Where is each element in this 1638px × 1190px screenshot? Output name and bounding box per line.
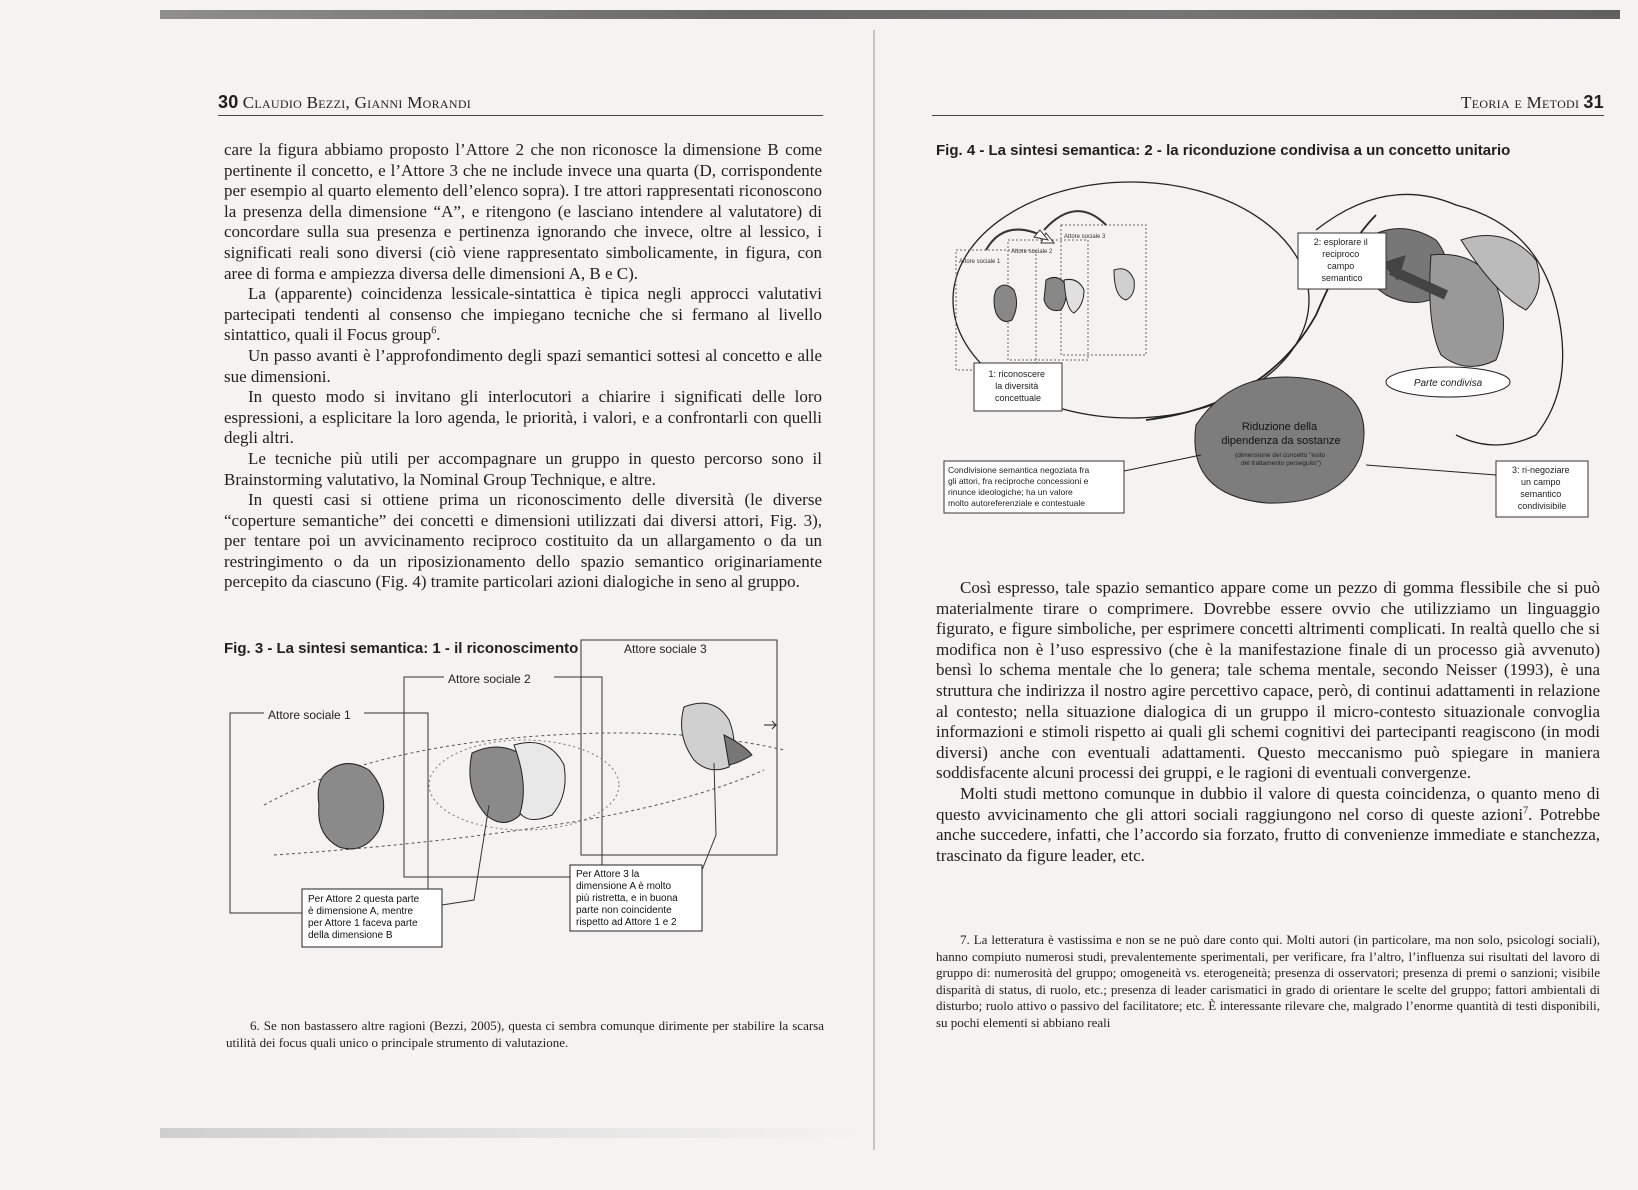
paragraph: In questi casi si ottiene prima un riconoscimento delle diversità (le diverse “coperture semantiche” dei concetti e dimensioni utilizzati dai diversi attori, Fig. 3), per tentare poi un avvicinamento reciproco costituito da un allargamento o da un restringimento o da un riposizionamento dello spazio semantico originariamente percepito da ciascuno (Fig. 4) tramite particolari azioni dialogiche in seno al gruppo.: [224, 490, 822, 592]
footnote-ref-6[interactable]: 6: [431, 325, 437, 337]
dimension-shape-actor3-d: [724, 735, 752, 765]
reduction-sublabel: (dimensione del concetto "esito del trattamento perseguito"): [1235, 452, 1326, 467]
footnote-text: 6. Se non bastassero altre ragioni (Bezzi, 2005), questa ci sembra comunque dirimente per stabilire la scarsa utilità dei focus quali unico o principale strumento di valutazione.: [226, 1018, 824, 1050]
mini-actor1-label: Attore sociale 1: [959, 259, 1001, 265]
negotiation-pointer: [1124, 455, 1201, 471]
paragraph: In questo modo si invitano gli interlocutori a chiarire i significati delle loro espressioni, a esplicitare la loro agenda, le priorità, i valori, e a confrontarli con quelli degli altri.: [224, 387, 822, 448]
figure-4-caption: Fig. 4 - La sintesi semantica: 2 - la riconduzione condivisa a un concetto unitario: [936, 142, 1511, 159]
actor2-label: Attore sociale 2: [448, 672, 531, 686]
step1-text: 1: riconoscere la diversità concettuale: [988, 369, 1046, 403]
dimension-shape-actor1: [318, 764, 384, 849]
dimension-shape-actor2-a: [470, 747, 525, 823]
mini-actor3-label: Attore sociale 3: [1064, 234, 1106, 240]
footnote-6: [226, 1018, 824, 1051]
paragraph-text: La (apparente) coincidenza lessicale-sintattica è tipica negli approcci valutativi partecipati tendenti al consenso che impiegano tecniche che si fermano al livello sintattico, quali il Focus group: [224, 284, 822, 345]
mini-actor2-label: Attore sociale 2: [1011, 249, 1053, 255]
note-actor2-text: Per Attore 2 questa parte è dimensione A, mentre per Attore 1 faceva parte della dimensione B: [308, 894, 420, 941]
curved-arrow: [1044, 211, 1106, 230]
figure-4-diagram: [936, 185, 1600, 545]
running-head-left: [218, 92, 823, 116]
step3-text: 3: ri-negoziare un campo semantico condivisibile: [1511, 465, 1570, 511]
right-page: [876, 0, 1638, 1190]
note-pointer: [702, 763, 716, 870]
page-number-left: 30: [218, 92, 239, 112]
figure-3-caption: Fig. 3 - La sintesi semantica: 1 - il riconoscimento: [224, 640, 579, 657]
note-pointer: [442, 805, 489, 905]
running-head-right: [932, 92, 1604, 116]
paragraph: care la figura abbiamo proposto l’Attore 2 che non riconosce la dimensione B come pertinente il concetto, e l’Attore 3 che ne include invece una quarta (D, corrispondente per esempio al quarto elemento dell’elenco sopra). I tre attori rappresentati riconoscono la presenza della dimensione “A”, e ritengono (e lasciano intendere al valutatore) di concordare sulla sua presenza e pertinenza ignorando che invece, oltre al lessico, i significati reali sono diversi (ciò viene rappresentato simbolicamente, in figura, con aree di forma e ampiezza diversa delle dimensioni A, B e C).: [224, 140, 822, 283]
book-gutter: [873, 30, 875, 1150]
paragraph: Le tecniche più utili per accompagnare un gruppo in questo percorso sono il Brainstorming valutativo, la Nominal Group Technique, e altre.: [224, 448, 822, 489]
shared-part-label: Parte condivisa: [1413, 378, 1483, 389]
running-head-authors: Claudio Bezzi, Gianni Morandi: [242, 93, 472, 112]
paragraph-text: Potrebbe anche succedere, infatti, che l’accordo sia forzato, frutto di convenienze immediate e stanchezza, trascinato da figure leader, etc.: [936, 804, 1600, 865]
paragraph: La (apparente) coincidenza lessicale-sintattica è tipica negli approcci valutativi partecipati tendenti al consenso che impiegano tecniche che si fermano al livello sintattico, quali il Focus group$^6$.: [224, 284, 822, 345]
right-body-text: [936, 578, 1600, 866]
negotiation-text: Condivisione semantica negoziata fra gli attori, fra reciproche concessioni e rinunce ideologiche; ha un valore molto autoreferenziale e contestuale: [948, 465, 1090, 508]
footnote-text: 7. La letteratura è vastissima e non se ne può dare conto qui. Molti autori (in particolare, ma non solo, psicologi sociali), hanno compiuto numerosi studi, prevalentemente sperimentali, per verificare, fra l’altro, l’influenza sui risultati del lavoro di gruppo di: numerosità del gruppo; omogeneità vs. eterogeneità; presenza di osservatori; presenza di premi o sanzioni; visibile disparità di status, di ruolo, etc.; presenza di leader carismatici in grado di orientare le scelte del gruppo; fattori ambientali di disturbo; ruolo attivo o passivo del facilitatore; etc. È interessante rilevare che, malgrado l’enorme quantità di testi disponibili, su pochi elementi si abbiano reali: [936, 932, 1600, 1030]
page-number-right: 31: [1583, 92, 1604, 112]
paragraph: Molti studi mettono comunque in dubbio il valore di questa coincidenza, o quanto meno di questo avvicinamento che gli attori sociali raggiungono nel corso di queste azioni$^7$. Potrebbe anche succedere, infatti, che l’accordo sia forzato, frutto di convenienze immediate e stanchezza, trascinato da figure leader, etc.: [936, 783, 1600, 865]
paragraph: Un passo avanti è l’approfondimento degli spazi semantici sottesi al concetto e alle sue dimensioni.: [224, 345, 822, 386]
actor3-frame: [581, 640, 777, 855]
left-body-text: [224, 140, 822, 593]
footnote-ref-7[interactable]: 7: [1523, 804, 1529, 816]
actor3-label: Attore sociale 3: [624, 642, 707, 656]
note-actor3-text: Per Attore 3 la dimensione A è molto più ristretta, e in buona parte non coincidente rispetto ad Attore 1 e 2: [576, 869, 678, 928]
paragraph-text: Molti studi mettono comunque in dubbio il valore di questa coincidenza, o quanto meno di questo avvicinamento che gli attori sociali raggiungono nel corso di queste azioni: [936, 783, 1600, 824]
step2-text: 2: esplorare il reciproco campo semantico: [1313, 237, 1368, 283]
paragraph: Così espresso, tale spazio semantico appare come un pezzo di gomma flessibile che si può materialmente tirare o comprimere. Dovrebbe essere ovvio che utilizziamo un linguaggio figurato, e figure simboliche, per esprimere concetti altrimenti complicati. In realtà quello che si modifica non è l’uso espressivo (che è la manifestazione finale di un processo già avvenuto) bensì lo schema mentale che lo genera; tale schema mentale, secondo Neisser (1993), è una struttura che indirizza il nostro agire percettivo capace, però, di continui adattamenti in relazione al contesto; nella situazione dialogica di un gruppo il micro-contesto situazionale convoglia informazioni e stimoli rispetto ai quali gli schemi cognitivi dei partecipanti reagiscono (in modi diversi) anche con eventuali adattamenti. Questo meccanismo può spiegare in maniera soddisfacente alcuni processi dei gruppi, e le ragioni di eventuali convergenze.: [936, 578, 1600, 783]
reduction-label: Riduzione della dipendenza da sostanze: [1221, 421, 1341, 447]
running-head-section: Teoria e Metodi: [1461, 93, 1580, 112]
footnote-7: [936, 932, 1600, 1031]
actor1-label: Attore sociale 1: [268, 708, 351, 722]
